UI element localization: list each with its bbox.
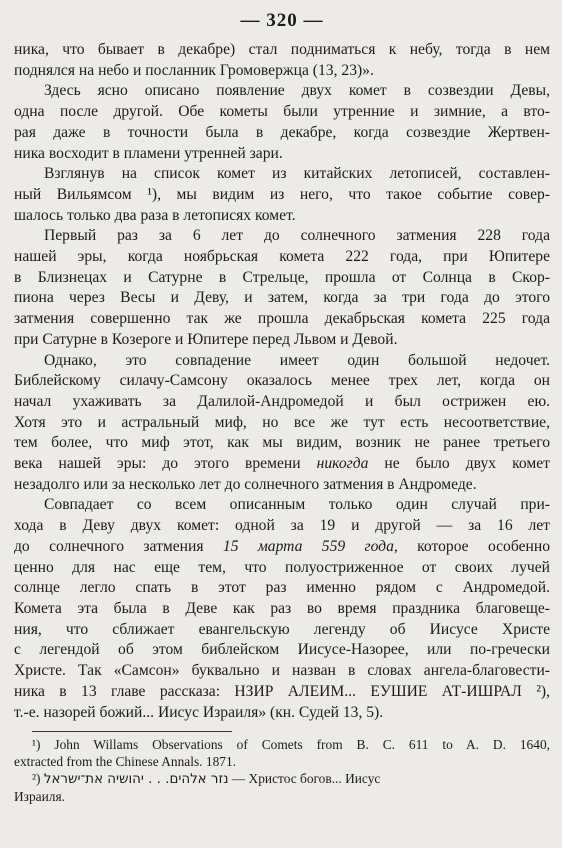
body-line: ный Вильямсом ¹), мы видим из него, что такое событие совер- <box>14 185 550 203</box>
body-line: одна после другой. Обе кометы были утренние и зимние, а вто- <box>14 103 550 121</box>
body-line: при Сатурне в Козероге и Юпитере перед Львом и Девой. <box>14 330 398 348</box>
body-line: затмения совершенно так же прошла декабрьская комета 225 года <box>14 310 550 328</box>
body-line: ника, что бывает в декабре) стал подниматься к небу, тогда в нем <box>14 41 550 58</box>
body-line: века нашей эры: до этого времени никогда не было двух комет <box>14 455 550 473</box>
italic-emphasis: никогда <box>316 455 369 473</box>
body-line: шалось только два раза в летописях комет. <box>14 206 296 224</box>
body-text <box>14 40 550 723</box>
body-line: поднялся на небо и посланник Громовержца (13, 23)». <box>14 61 374 79</box>
body-line: в Близнецах и Сатурне в Стрельце, прошла от Солнца в Скор- <box>14 268 550 286</box>
page-number: — 320 — <box>240 10 324 31</box>
body-line: ника восходит в пламени утренней зари. <box>14 144 283 162</box>
body-line: Совпадает со всем описанным только один случай при- <box>44 496 550 514</box>
footnote-2-line-1 <box>14 770 550 788</box>
footnote-1-line-1: ¹) John Willams Observations of Comets from B. C. 611 to A. D. 1640, <box>32 737 550 753</box>
document-page <box>14 0 550 848</box>
body-line: Взглянув на список комет из китайских летописей, составлен- <box>44 165 550 183</box>
body-line: начал ухаживать за Далилой-Андромедой и был острижен ею. <box>14 392 550 410</box>
body-line: хода в Деву двух комет: одной за 19 и другой — за 16 лет <box>14 517 550 535</box>
body-line: ния, что сближает евангельскую легенду об Иисусе Христе <box>14 620 550 638</box>
body-line: нашей эры, когда ноябрьская комета 222 года, при Юпитере <box>14 248 550 266</box>
body-line: тем более, что миф этот, как мы видим, возник не ранее третьего <box>14 434 550 452</box>
body-line: Хотя это и астральный миф, но все же тут есть несоответствие, <box>14 413 550 431</box>
body-line: рая даже в точности была в декабре, когда созвездие Жертвен- <box>14 123 550 141</box>
italic-emphasis: 15 марта 559 года <box>222 537 394 555</box>
body-line: незадолго или за несколько лет до солнечного затмения в Андромеде. <box>14 475 477 493</box>
body-line: Библейскому силачу-Самсону оказалось менее трех лет, когда он <box>14 372 550 390</box>
body-line: ценно для нас еще тем, что полуостриженное от своих лучей <box>14 558 550 576</box>
footnote-2-text: — Христос богов... Иисус <box>228 771 381 787</box>
footnote-2-hebrew: נזר אלהים. . . יהושיה את־ישראל <box>43 772 229 788</box>
body-line: ника в 13 главе рассказа: НЗИР АЛЕИМ... ЕУШИЕ АТ-ИШРАЛ ²), <box>14 682 550 700</box>
body-line: пиона через Весы и Деву, и затем, когда за три года до этого <box>14 289 550 307</box>
footnote-2-marker: ²) <box>32 771 41 787</box>
footnote-1-line-2: extracted from the Chinese Annals. 1871. <box>14 754 237 770</box>
footnote-2-line-2: Израиля. <box>14 789 65 805</box>
body-line: Здесь ясно описано появление двух комет в созвездии Девы, <box>44 82 550 100</box>
footnote-divider <box>32 731 232 732</box>
body-line: до солнечного затмения 15 марта 559 года, которое особенно <box>14 537 550 555</box>
body-line: Христе. Так «Самсон» буквально и назван в словах ангела-благовести- <box>14 662 550 680</box>
body-line: т.-е. назорей божий... Иисус Израиля» (кн. Судей 13, 5). <box>14 703 384 721</box>
body-line: с легендой об этом библейском Иисусе-Назорее, или по-гречески <box>14 641 550 659</box>
body-line: Первый раз за 6 лет до солнечного затмения 228 года <box>44 227 550 245</box>
body-line: солнце легло спать в этот раз именно рядом с Андромедой. <box>14 579 550 597</box>
body-line: Комета эта была в Деве как раз во время праздника благовеще- <box>14 599 550 617</box>
footnotes <box>14 736 550 805</box>
body-line: Однако, это совпадение имеет один большой недочет. <box>44 351 550 369</box>
